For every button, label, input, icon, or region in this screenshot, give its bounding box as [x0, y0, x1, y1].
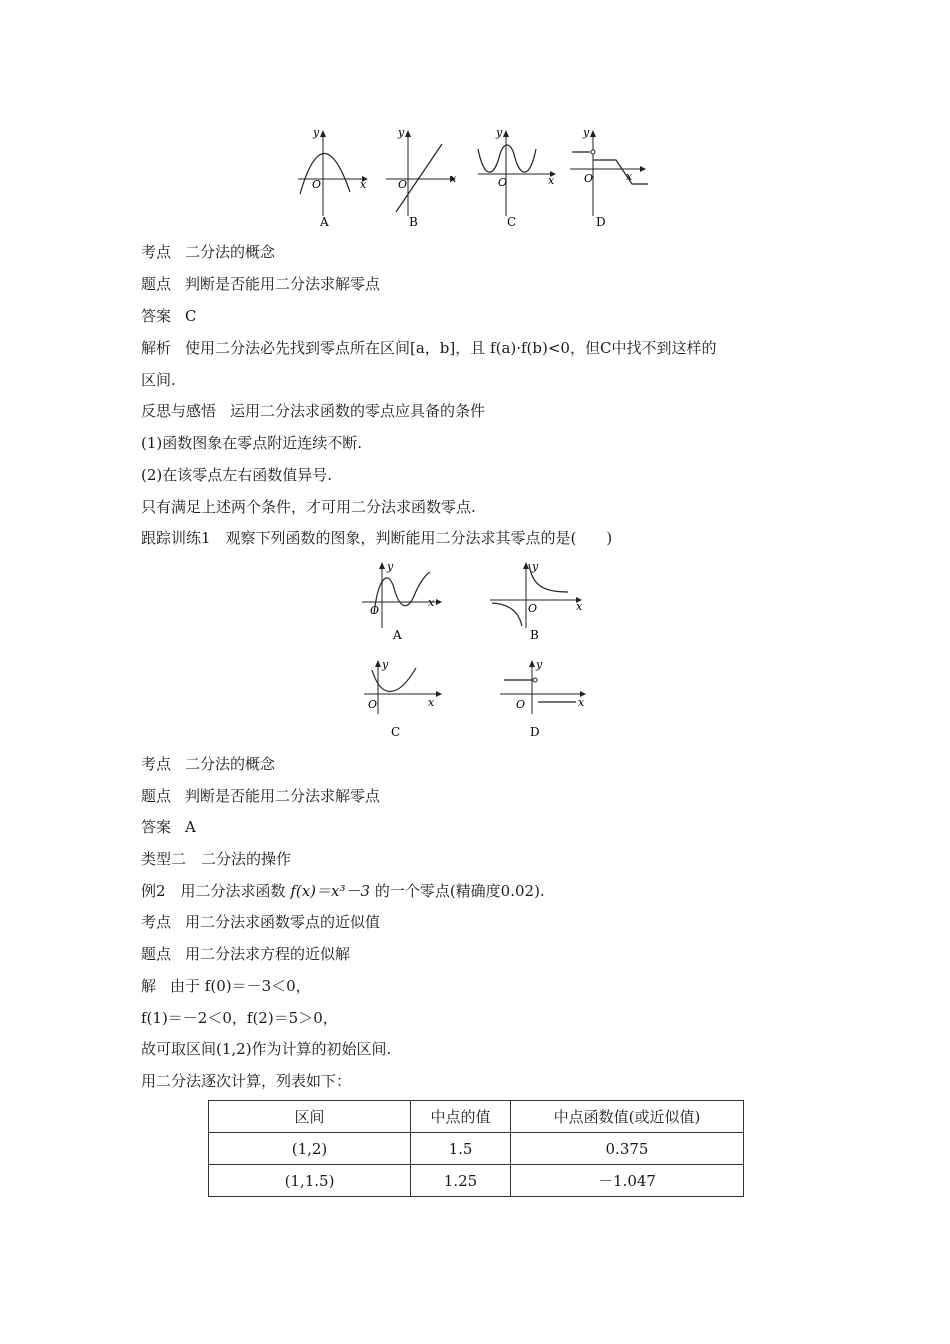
answer-text: C — [185, 307, 197, 325]
table-cell: 1.25 — [411, 1165, 511, 1197]
answer-text: A — [185, 818, 196, 836]
x-axis-label: x — [360, 178, 367, 191]
jiexi-text: 使用二分法必先找到零点所在区间[a，b]，且 f(a)·f(b)<0，但C中找不到这样的 — [185, 339, 717, 357]
jiexi-tag: 解析 — [141, 339, 172, 357]
origin-label: O — [584, 172, 594, 185]
solution-line-1 — [141, 976, 311, 996]
tidian-text: 判断是否能用二分法求解零点 — [185, 787, 381, 805]
x-axis-label: x — [428, 696, 435, 709]
mid-graph-a — [360, 558, 450, 648]
kaodian-text: 用二分法求函数零点的近似值 — [185, 913, 381, 931]
tidian-line-2 — [141, 786, 380, 806]
y-axis-label: y — [382, 658, 389, 671]
x-axis-label: x — [578, 696, 585, 709]
tidian-line-3 — [141, 944, 350, 964]
solution-line-3: 故可取区间(1,2)作为计算的初始区间. — [141, 1040, 392, 1058]
table-cell: (1,1.5) — [209, 1165, 411, 1197]
table-header: 区间 — [209, 1101, 411, 1133]
table-cell: 1.5 — [411, 1133, 511, 1165]
tidian-text: 用二分法求方程的近似解 — [185, 945, 351, 963]
y-axis-label: y — [583, 126, 590, 139]
graph-label: C — [391, 725, 401, 739]
mid-graph-b — [488, 558, 588, 648]
origin-label: O — [528, 602, 538, 615]
table-cell: －1.047 — [511, 1165, 744, 1197]
top-graph-b — [384, 124, 464, 230]
answer-tag: 答案 — [141, 818, 172, 836]
fansi-tag: 反思与感悟 — [141, 402, 217, 420]
answer-line-1 — [141, 306, 197, 326]
graph-label: B — [409, 215, 418, 229]
exercise-line: 跟踪训练1 观察下列函数的图象，判断能用二分法求其零点的是( ) — [141, 529, 613, 547]
y-axis-label: y — [398, 126, 405, 139]
origin-label: O — [312, 178, 322, 191]
example-function: f(x)＝x³－3 — [290, 882, 371, 900]
summary-line: 只有满足上述两个条件，才可用二分法求函数零点. — [141, 498, 476, 516]
tidian-text: 判断是否能用二分法求解零点 — [185, 275, 381, 293]
graph-label: D — [596, 215, 606, 229]
solution-line-2: f(1)＝－2＜0，f(2)＝5＞0， — [141, 1009, 338, 1027]
table-cell: 0.375 — [511, 1133, 744, 1165]
origin-label: O — [516, 698, 526, 711]
fansi-line — [141, 401, 485, 421]
tidian-line-1 — [141, 274, 380, 294]
condition-2: (2)在该零点左右函数值异号. — [141, 466, 333, 484]
tidian-tag: 题点 — [141, 945, 172, 963]
jiexi-line — [141, 338, 716, 358]
example-prefix: 例2 用二分法求函数 — [141, 882, 291, 900]
x-axis-label: x — [548, 174, 555, 187]
kaodian-text: 二分法的概念 — [185, 243, 276, 261]
kaodian-text: 二分法的概念 — [185, 755, 276, 773]
kaodian-tag: 考点 — [141, 755, 172, 773]
kaodian-tag: 考点 — [141, 243, 172, 261]
y-axis-label: y — [496, 126, 503, 139]
graph-label: A — [393, 628, 402, 642]
solution-tag: 解 — [141, 977, 157, 995]
origin-label: O — [368, 698, 378, 711]
table-row — [209, 1133, 744, 1165]
condition-1: (1)函数图象在零点附近连续不断. — [141, 434, 363, 452]
table-row — [209, 1165, 744, 1197]
origin-label: O — [370, 604, 380, 617]
type-title: 类型二 二分法的操作 — [141, 850, 292, 868]
bisection-table — [208, 1100, 744, 1197]
graph-label: D — [530, 725, 540, 739]
tidian-tag: 题点 — [141, 275, 172, 293]
kaodian-line-1 — [141, 242, 275, 262]
answer-line-2 — [141, 817, 196, 837]
example-line — [141, 881, 545, 901]
tidian-tag: 题点 — [141, 787, 172, 805]
y-axis-label: y — [387, 560, 394, 573]
kaodian-line-2 — [141, 754, 275, 774]
x-axis-label: x — [626, 170, 633, 183]
top-graph-a — [294, 124, 374, 230]
fansi-text: 运用二分法求函数的零点应具备的条件 — [230, 402, 486, 420]
x-axis-label: x — [576, 600, 583, 613]
x-axis-label: x — [428, 596, 435, 609]
y-axis-label: y — [532, 560, 539, 573]
table-header: 中点的值 — [411, 1101, 511, 1133]
top-graph-d — [568, 124, 658, 230]
solution-text: 由于 f(0)＝－3＜0， — [170, 977, 311, 995]
table-header-row — [209, 1101, 744, 1133]
table-cell: (1,2) — [209, 1133, 411, 1165]
solution-line-4: 用二分法逐次计算，列表如下： — [141, 1072, 352, 1090]
y-axis-label: y — [536, 658, 543, 671]
origin-label: O — [398, 178, 408, 191]
x-axis-label: x — [450, 172, 457, 185]
jiexi-line-2: 区间. — [141, 371, 176, 389]
kaodian-line-3 — [141, 912, 380, 932]
graph-label: A — [320, 215, 329, 229]
graph-label: C — [507, 215, 517, 229]
origin-label: O — [498, 176, 508, 189]
table-header: 中点函数值(或近似值) — [511, 1101, 744, 1133]
kaodian-tag: 考点 — [141, 913, 172, 931]
example-suffix: 的一个零点(精确度0.02). — [370, 882, 545, 900]
answer-tag: 答案 — [141, 307, 172, 325]
top-graph-c — [472, 124, 562, 230]
graph-label: B — [530, 628, 539, 642]
mid-graph-d — [498, 656, 590, 742]
mid-graph-c — [360, 656, 450, 742]
y-axis-label: y — [313, 126, 320, 139]
